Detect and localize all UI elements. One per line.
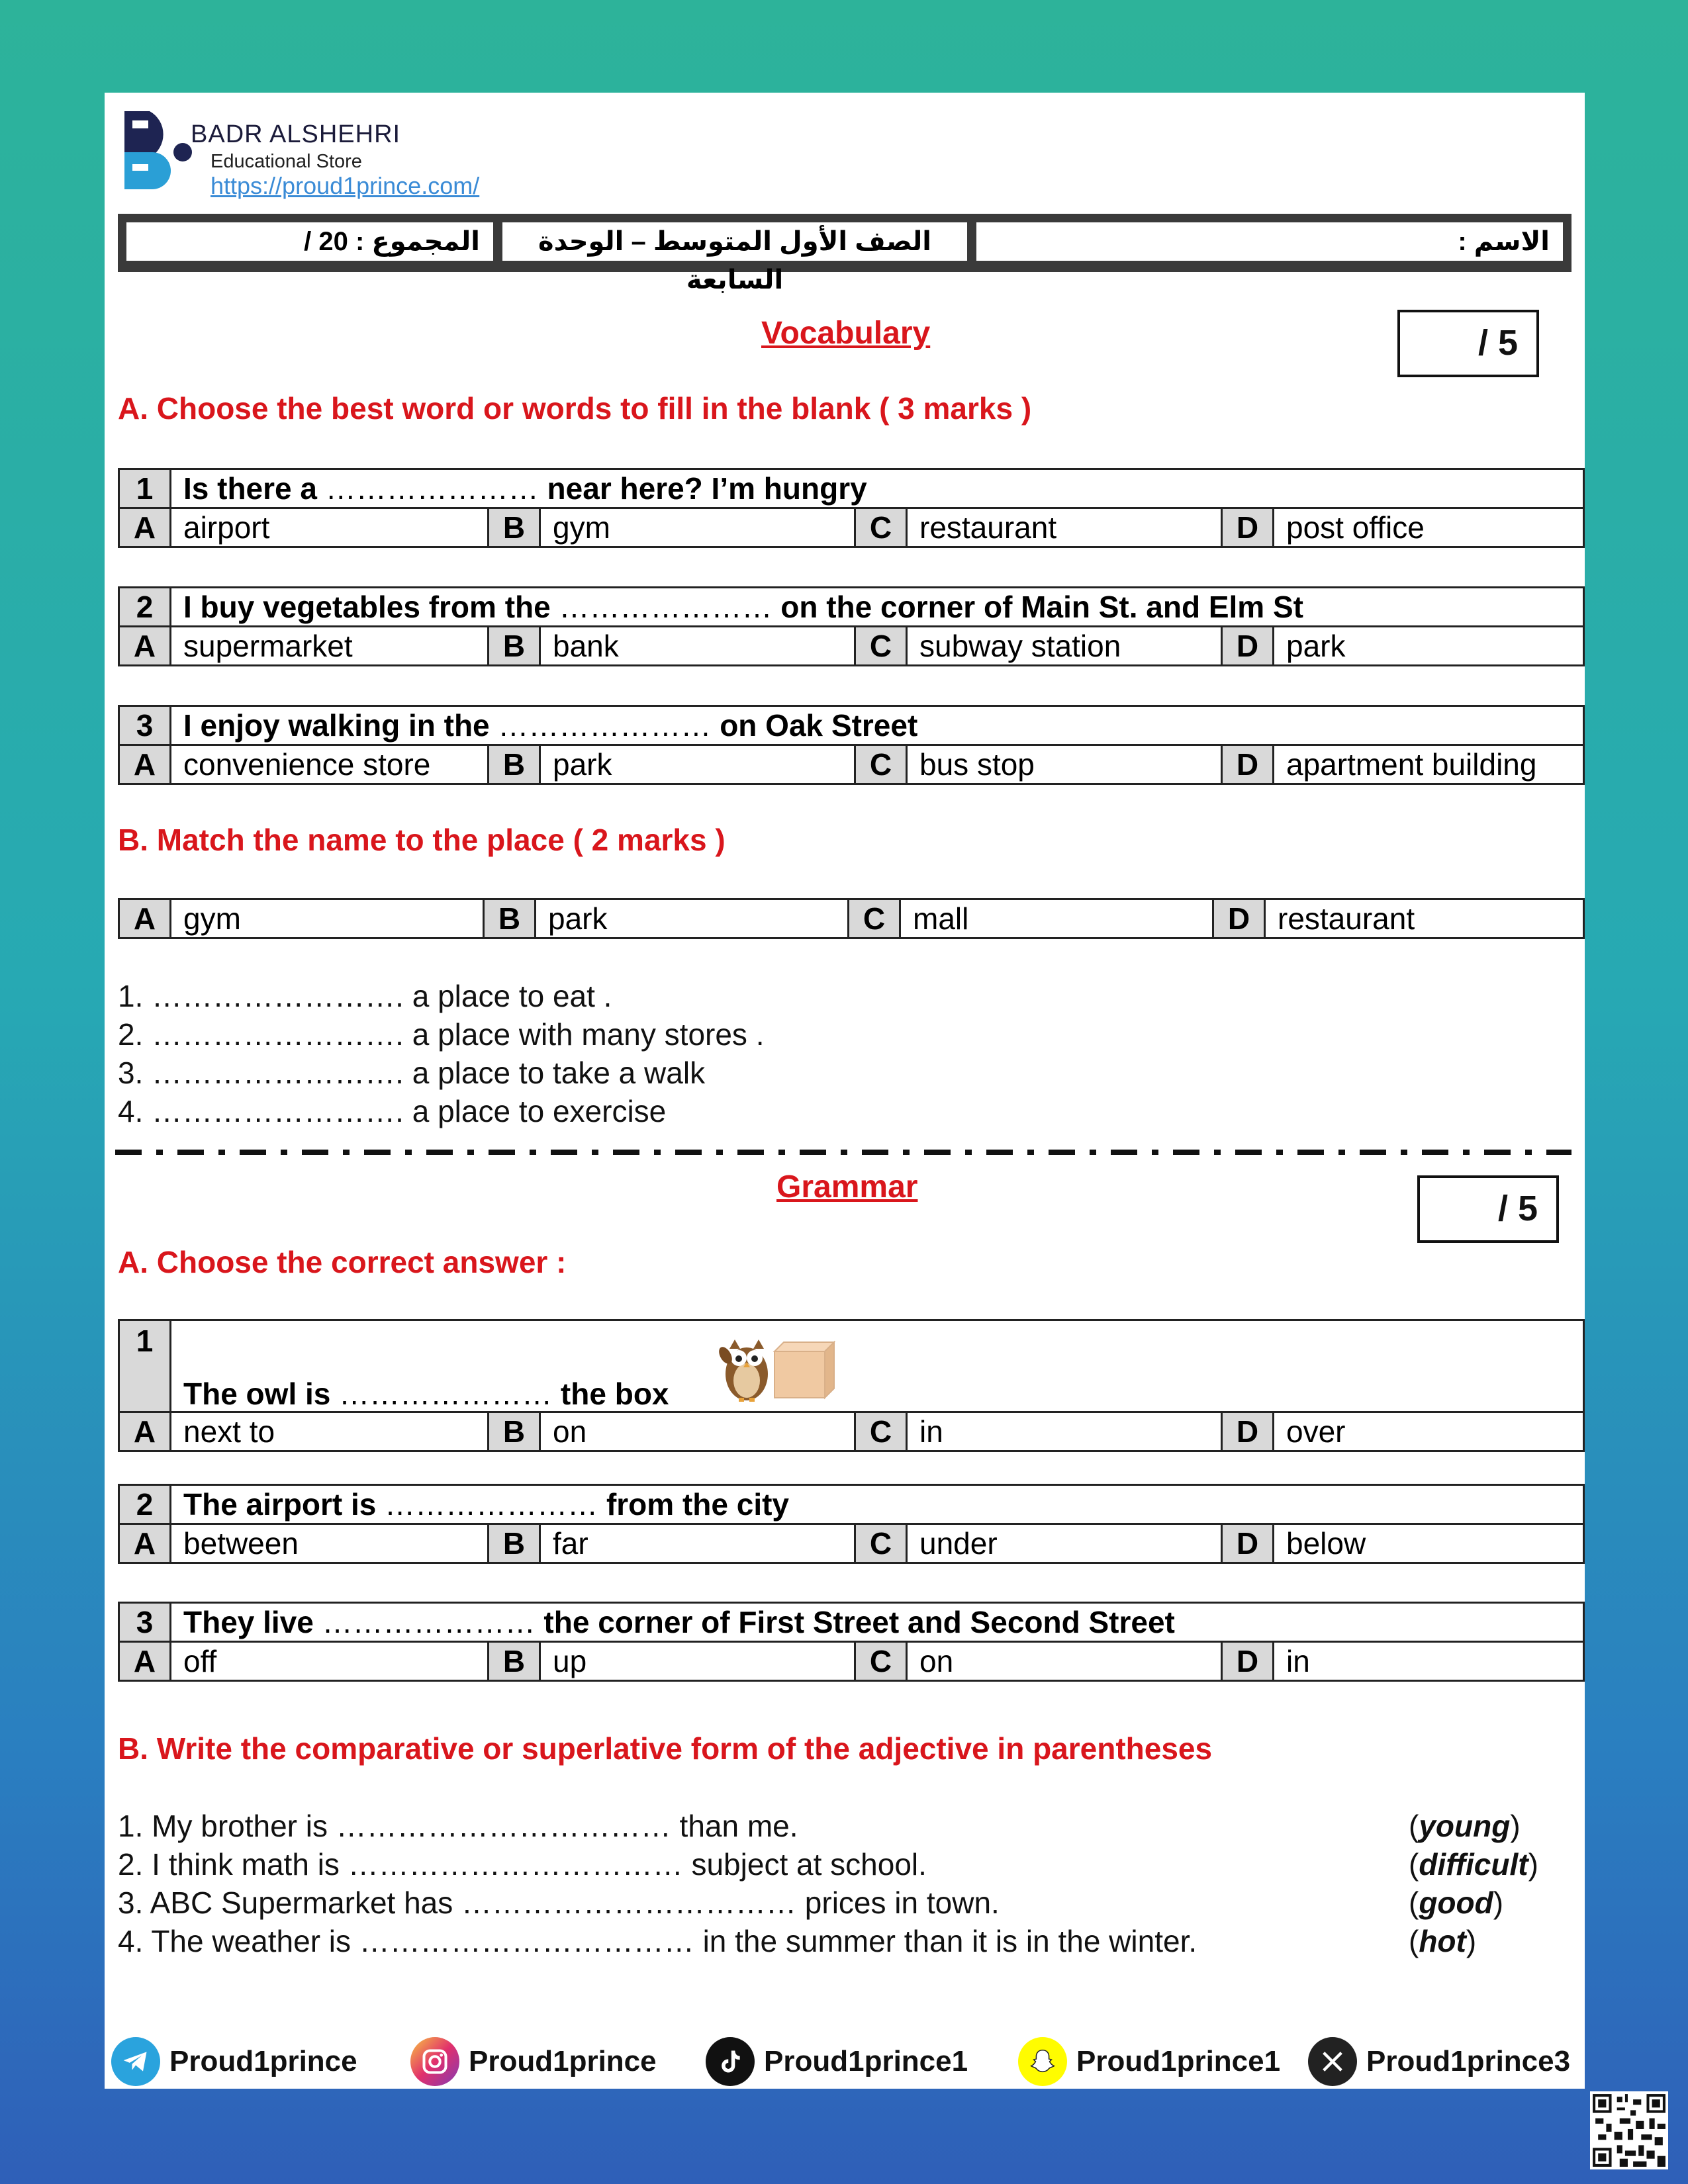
option-a[interactable]: airport	[171, 508, 489, 547]
option-label: A	[119, 1642, 171, 1681]
owl-box-illustration-icon	[708, 1322, 847, 1407]
option-d[interactable]: over	[1274, 1412, 1584, 1451]
match-options-row	[118, 898, 1585, 939]
brand-subtitle: Educational Store	[211, 151, 362, 172]
adjective-hint: (hot)	[1409, 1924, 1477, 1958]
option-label: C	[849, 899, 900, 938]
total-score-cell: المجموع : 20 /	[124, 220, 495, 263]
option-b[interactable]: bank	[540, 627, 855, 666]
match-option-c: mall	[900, 899, 1213, 938]
student-name-field[interactable]: الاسم :	[974, 220, 1565, 263]
comparative-item-3[interactable]: 3. ABC Supermarket has …………………………… prices in town.	[118, 1886, 1000, 1920]
grammar-part-a-heading: A. Choose the correct answer :	[118, 1245, 567, 1279]
option-c[interactable]: under	[907, 1524, 1222, 1563]
option-label: D	[1222, 627, 1274, 666]
option-b[interactable]: gym	[540, 508, 855, 547]
option-label: C	[855, 1412, 907, 1451]
brand-name: BADR ALSHEHRI	[191, 120, 401, 148]
grammar-question-3	[118, 1602, 1585, 1682]
question-stem: Is there a ………………… near here? I’m hungry	[171, 469, 1584, 508]
option-label: B	[489, 1412, 540, 1451]
option-d[interactable]: below	[1274, 1524, 1584, 1563]
option-label: B	[489, 1524, 540, 1563]
option-label: C	[855, 627, 907, 666]
match-option-d: restaurant	[1265, 899, 1584, 938]
option-label: D	[1222, 1642, 1274, 1681]
option-label: B	[489, 627, 540, 666]
match-item-2[interactable]: 2. ……………………. a place with many stores .	[118, 1017, 765, 1052]
option-c[interactable]: on	[907, 1642, 1222, 1681]
option-label: B	[484, 899, 536, 938]
option-a[interactable]: next to	[171, 1412, 489, 1451]
option-label: C	[855, 745, 907, 784]
option-label: A	[119, 1412, 171, 1451]
social-snapchat[interactable]: Proud1prince1	[1018, 2035, 1280, 2088]
question-number: 3	[119, 706, 171, 745]
option-label: D	[1213, 899, 1265, 938]
option-label: D	[1222, 1412, 1274, 1451]
option-label: A	[119, 508, 171, 547]
option-c[interactable]: subway station	[907, 627, 1222, 666]
option-a[interactable]: off	[171, 1642, 489, 1681]
worksheet-page	[105, 93, 1585, 2089]
comparative-item-1[interactable]: 1. My brother is …………………………… than me.	[118, 1809, 798, 1843]
option-b[interactable]: park	[540, 745, 855, 784]
social-instagram[interactable]: Proud1prince	[410, 2035, 657, 2088]
option-label: B	[489, 745, 540, 784]
question-stem: The airport is ………………… from the city	[171, 1485, 1584, 1524]
grade-unit-cell: الصف الأول المتوسط – الوحدة السابعة	[500, 220, 969, 263]
option-a[interactable]: convenience store	[171, 745, 489, 784]
option-c[interactable]: bus stop	[907, 745, 1222, 784]
section-divider	[115, 1150, 1571, 1155]
social-telegram[interactable]: Proud1prince	[111, 2035, 357, 2088]
match-item-4[interactable]: 4. ……………………. a place to exercise	[118, 1094, 667, 1128]
grammar-question-2	[118, 1484, 1585, 1564]
x-icon	[1308, 2037, 1357, 2086]
option-d[interactable]: park	[1274, 627, 1584, 666]
adjective-hint: (young)	[1409, 1809, 1521, 1843]
match-option-a: gym	[171, 899, 484, 938]
social-x[interactable]: Proud1prince3	[1308, 2035, 1570, 2088]
snapchat-icon	[1018, 2037, 1067, 2086]
option-b[interactable]: far	[540, 1524, 855, 1563]
brand-logo-icon	[118, 106, 197, 192]
option-label: B	[489, 1642, 540, 1681]
option-label: D	[1222, 508, 1274, 547]
question-stem: I buy vegetables from the ………………… on the corner of Main St. and Elm St	[171, 588, 1584, 627]
option-label: A	[119, 1524, 171, 1563]
question-number: 2	[119, 588, 171, 627]
grammar-score-box: / 5	[1417, 1175, 1559, 1243]
match-item-3[interactable]: 3. ……………………. a place to take a walk	[118, 1056, 706, 1090]
comparative-item-2[interactable]: 2. I think math is …………………………… subject at school.	[118, 1847, 927, 1882]
adjective-hint: (difficult)	[1409, 1847, 1538, 1882]
question-number: 1	[119, 1320, 171, 1412]
vocab-part-b-heading: B. Match the name to the place ( 2 marks )	[118, 823, 726, 857]
option-d[interactable]: in	[1274, 1642, 1584, 1681]
grammar-part-b-heading: B. Write the comparative or superlative form of the adjective in parentheses	[118, 1731, 1213, 1766]
tiktok-icon	[706, 2037, 755, 2086]
match-item-1[interactable]: 1. ……………………. a place to eat .	[118, 979, 612, 1013]
option-c[interactable]: in	[907, 1412, 1222, 1451]
option-label: B	[489, 508, 540, 547]
option-b[interactable]: on	[540, 1412, 855, 1451]
question-number: 2	[119, 1485, 171, 1524]
vocabulary-score-box: / 5	[1397, 310, 1539, 377]
header-info-bar	[118, 214, 1571, 295]
option-label: D	[1222, 1524, 1274, 1563]
option-label: A	[119, 745, 171, 784]
vocab-part-a-heading: A. Choose the best word or words to fill in the blank ( 3 marks )	[118, 391, 1032, 426]
comparative-item-4[interactable]: 4. The weather is …………………………… in the summer than it is in the winter.	[118, 1924, 1197, 1958]
option-label: A	[119, 627, 171, 666]
grammar-question-1	[118, 1319, 1585, 1452]
option-d[interactable]: apartment building	[1274, 745, 1584, 784]
question-stem: The owl is ………………… the box	[171, 1320, 1584, 1412]
option-label: C	[855, 508, 907, 547]
question-stem: They live ………………… the corner of First Street and Second Street	[171, 1603, 1584, 1642]
option-a[interactable]: between	[171, 1524, 489, 1563]
vocab-question-3	[118, 705, 1585, 785]
qr-code-icon[interactable]	[1590, 2091, 1668, 2169]
match-option-b: park	[536, 899, 849, 938]
option-c[interactable]: restaurant	[907, 508, 1222, 547]
instagram-icon	[410, 2037, 459, 2086]
option-label: C	[855, 1642, 907, 1681]
option-a[interactable]: supermarket	[171, 627, 489, 666]
option-label: C	[855, 1524, 907, 1563]
question-number: 1	[119, 469, 171, 508]
option-label: D	[1222, 745, 1274, 784]
grammar-title: Grammar	[776, 1169, 918, 1205]
brand-url-link[interactable]: https://proud1prince.com/	[211, 172, 480, 199]
question-number: 3	[119, 1603, 171, 1642]
social-tiktok[interactable]: Proud1prince1	[706, 2035, 968, 2088]
adjective-hint: (good)	[1409, 1886, 1504, 1920]
vocab-question-1	[118, 468, 1585, 548]
vocab-question-2	[118, 586, 1585, 666]
option-b[interactable]: up	[540, 1642, 855, 1681]
vocabulary-title: Vocabulary	[761, 316, 931, 351]
question-stem: I enjoy walking in the ………………… on Oak Street	[171, 706, 1584, 745]
option-d[interactable]: post office	[1274, 508, 1584, 547]
telegram-icon	[111, 2037, 160, 2086]
option-label: A	[119, 899, 171, 938]
